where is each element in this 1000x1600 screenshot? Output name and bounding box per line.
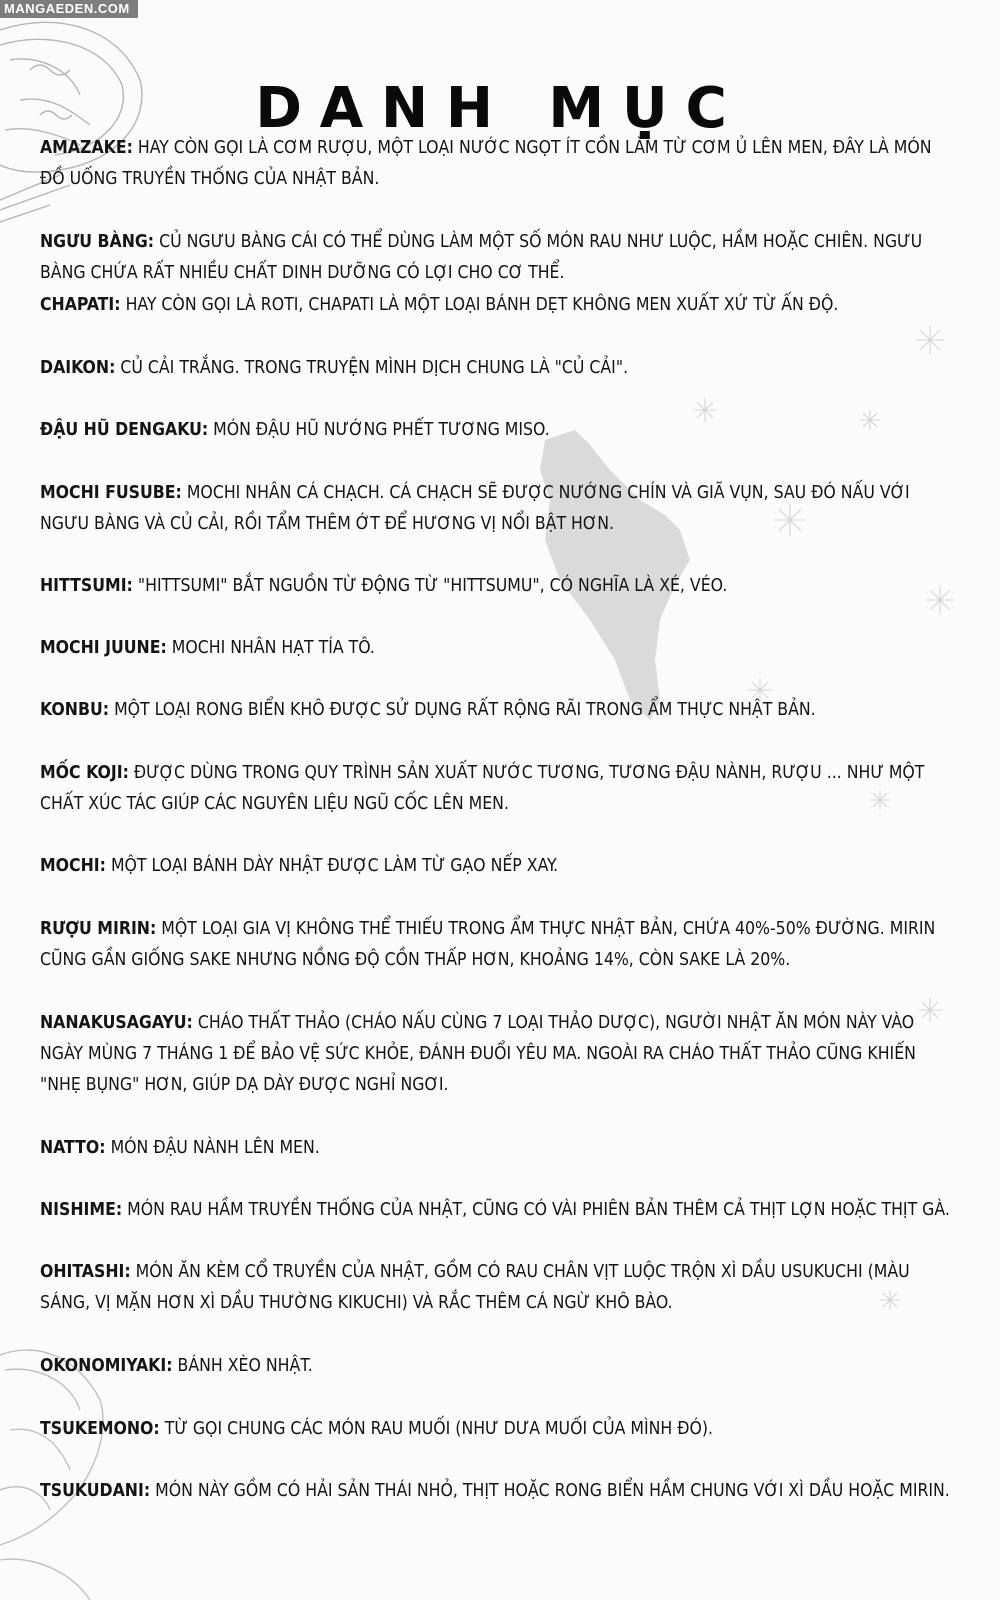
animal-sketch-icon [0,1350,103,1600]
glossary-entry-ruou-mirin: RƯỢU MIRIN: MỘT LOẠI GIA VỊ KHÔNG THỂ THIẾU TRONG ẨM THỰC NHẬT BẢN, CHỨA 40%-50% ĐƯỜNG. MIRIN CŨNG GẦN GIỐNG SAKE NHƯNG NỒNG ĐỘ CỒN THẤP HƠN, KHOẢNG 14%, CÒN SAKE LÀ 20%. [40,919,936,970]
glossary-entry-moc-koji: MỐC KOJI: ĐƯỢC DÙNG TRONG QUY TRÌNH SẢN XUẤT NƯỚC TƯƠNG, TƯƠNG ĐẬU NÀNH, RƯỢU ... NHƯ MỘT CHẤT XÚC TÁC GIÚP CÁC NGUYÊN LIỆU NGŨ CỐC LÊN MEN. [40,763,925,814]
glossary-entry-daikon: DAIKON: CỦ CẢI TRẮNG. TRONG TRUYỆN MÌNH DỊCH CHUNG LÀ "CỦ CẢI". [40,358,629,378]
glossary-entry-nishime: NISHIME: MÓN RAU HẦM TRUYỀN THỐNG CỦA NHẬT, CŨNG CÓ VÀI PHIÊN BẢN THÊM CẢ THỊT LỢN HOẶC THỊT GÀ. [40,1200,950,1220]
glossary-entry-dau-hu-dengaku: ĐẬU HŨ DENGAKU: MÓN ĐẬU HŨ NƯỚNG PHẾT TƯƠNG MISO. [40,420,550,440]
glossary-entry-okonomiyaki: OKONOMIYAKI: BÁNH XÈO NHẬT. [40,1356,313,1376]
glossary-entry-ohitashi: OHITASHI: MÓN ĂN KÈM CỔ TRUYỀN CỦA NHẬT, GỒM CÓ RAU CHÂN VỊT LUỘC TRỘN XÌ DẦU USUKUCHI (MÀU SÁNG, VỊ MẶN HƠN XÌ DẦU THƯỜNG KIKUCHI) VÀ RẮC THÊM CÁ NGỪ KHÔ BÀO. [40,1262,910,1313]
glossary-entry-mochi-juune: MOCHI JUUNE: MOCHI NHÂN HẠT TÍA TÔ. [40,638,375,658]
glossary-entry-nanakusagayu: NANAKUSAGAYU: CHÁO THẤT THẢO (CHÁO NẤU CÙNG 7 LOẠI THẢO DƯỢC), NGƯỜI NHẬT ĂN MÓN NÀY VÀO NGÀY MÙNG 7 THÁNG 1 ĐỂ BẢO VỆ SỨC KHỎE, ĐÁNH ĐUỔI YÊU MA. NGOÀI RA CHÁO THẤT THẢO CŨNG KHIẾN "NHẸ BỤNG" HƠN, GIÚP DẠ DÀY ĐƯỢC NGHỈ NGƠI. [40,1013,916,1095]
site-watermark: MANGAEDEN.COM [0,0,138,18]
glossary-entry-amazake: AMAZAKE: HAY CÒN GỌI LÀ CƠM RƯỢU, MỘT LOẠI NƯỚC NGỌT ÍT CỒN LÀM TỪ CƠM Ủ LÊN MEN, ĐÂY LÀ MÓN ĐỒ UỐNG TRUYỀN THỐNG CỦA NHẬT BẢN. [40,138,932,189]
glossary-entry-tsukudani: TSUKUDANI: MÓN NÀY GỒM CÓ HẢI SẢN THÁI NHỎ, THỊT HOẶC RONG BIỂN HẦM CHUNG VỚI XÌ DẦU HOẶC MIRIN. [40,1481,950,1501]
glossary-entry-mochi: MOCHI: MỘT LOẠI BÁNH DÀY NHẬT ĐƯỢC LÀM TỪ GẠO NẾP XAY. [40,856,559,876]
glossary-entry-chapati: CHAPATI: HAY CÒN GỌI LÀ ROTI, CHAPATI LÀ MỘT LOẠI BÁNH DẸT KHÔNG MEN XUẤT XỨ TỪ ẤN ĐỘ. [40,295,839,315]
glossary-entry-tsukemono: TSUKEMONO: TỪ GỌI CHUNG CÁC MÓN RAU MUỐI (NHƯ DƯA MUỐI CỦA MÌNH ĐÓ). [40,1419,713,1439]
glossary-entry-mochi-fusube: MOCHI FUSUBE: MOCHI NHÂN CÁ CHẠCH. CÁ CHẠCH SẼ ĐƯỢC NƯỚNG CHÍN VÀ GIÃ VỤN, SAU ĐÓ NẤU VỚI NGƯU BÀNG VÀ CỦ CẢI, RỒI TẨM THÊM ỚT ĐỂ HƯƠNG VỊ NỔI BẬT HƠN. [40,483,910,534]
glossary-entry-hittsumi: HITTSUMI: "HITTSUMI" BẮT NGUỒN TỪ ĐỘNG TỪ "HITTSUMU", CÓ NGHĨA LÀ XÉ, VÉO. [40,576,728,596]
glossary-entry-natto: NATTO: MÓN ĐẬU NÀNH LÊN MEN. [40,1138,320,1158]
glossary-entry-nguu-bang: NGƯU BÀNG: CỦ NGƯU BÀNG CÁI CÓ THỂ DÙNG LÀM MỘT SỐ MÓN RAU NHƯ LUỘC, HẦM HOẶC CHIÊN. NGƯU BÀNG CHỨA RẤT NHIỀU CHẤT DINH DƯỠNG CÓ LỢI CHO CƠ THỂ. [40,232,923,283]
glossary-entry-konbu: KONBU: MỘT LOẠI RONG BIỂN KHÔ ĐƯỢC SỬ DỤNG RẤT RỘNG RÃI TRONG ẨM THỰC NHẬT BẢN. [40,700,816,720]
page-title: DANH MỤC [255,75,745,141]
